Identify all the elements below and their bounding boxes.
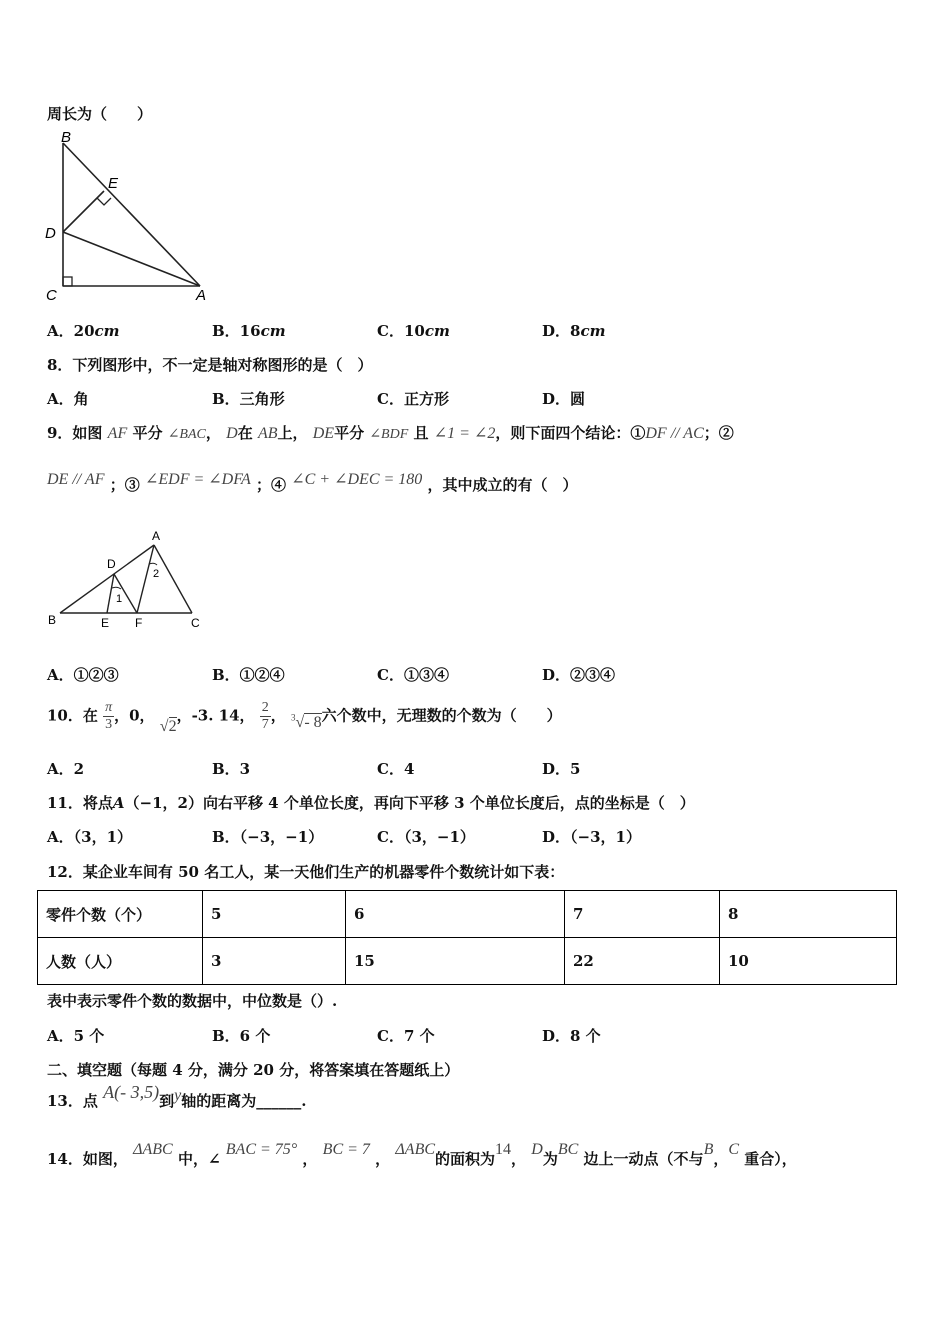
q12-table bbox=[37, 890, 897, 985]
q10-sqrt2: √2 bbox=[159, 717, 177, 735]
q7-line-de bbox=[63, 191, 104, 232]
q7-label-c: C bbox=[46, 287, 57, 304]
q12-stem: 12．某企业车间有 50 名工人，某一天他们生产的机器零件个数统计如下表： bbox=[47, 863, 565, 881]
q7-label-a: A bbox=[196, 287, 207, 304]
q7-label-e: E bbox=[108, 175, 119, 192]
table-cell: 零件个数（个） bbox=[38, 891, 203, 938]
q7-line-da bbox=[63, 232, 200, 286]
table-cell: 6 bbox=[346, 891, 565, 938]
table-cell: 15 bbox=[346, 938, 565, 985]
q11-option-a: A．（3，1） bbox=[47, 828, 133, 846]
table-cell: 人数（人） bbox=[38, 938, 203, 985]
q7-label-b: B bbox=[61, 129, 72, 146]
q9-line-de bbox=[107, 574, 114, 613]
q9-arc-1 bbox=[112, 587, 121, 589]
q12-option-d: D．8 个 bbox=[542, 1027, 601, 1045]
q12-after: 表中表示零件个数的数据中，中位数是（）. bbox=[47, 992, 338, 1010]
q9-option-b: B．①②④ bbox=[212, 666, 285, 684]
table-cell: 8 bbox=[720, 891, 897, 938]
table-cell: 5 bbox=[203, 891, 346, 938]
q12-option-b: B．6 个 bbox=[212, 1027, 271, 1045]
q10-cbrt: $^3$√- 8 bbox=[291, 712, 322, 731]
q11-option-c: C．（3，−1） bbox=[377, 828, 475, 846]
q7-line-ba bbox=[63, 143, 200, 286]
q8-option-c: C．正方形 bbox=[377, 390, 449, 408]
q9-line-ac bbox=[154, 545, 192, 613]
q9-stem-line2: DE // AF ；③ ∠EDF = ∠DFA ；④ ∠C + ∠DEC = 180 ，其中成立的有（ ） bbox=[47, 471, 578, 494]
q10-option-c: C．4 bbox=[377, 760, 415, 778]
q7-right-angle-c bbox=[63, 277, 72, 286]
q9-option-c: C．①③④ bbox=[377, 666, 449, 684]
q9-label-2: 2 bbox=[153, 568, 160, 580]
q9-stem-line1: 9．如图 AF 平分 ∠BAC， D在 AB上， DE平分 ∠BDF 且 ∠1 = ∠2，则下面四个结论：①DF // AC；② bbox=[47, 424, 734, 442]
q8-stem: 8．下列图形中，不一定是轴对称图形的是（ ） bbox=[47, 356, 373, 374]
table-cell: 22 bbox=[565, 938, 720, 985]
q12-option-c: C．7 个 bbox=[377, 1027, 435, 1045]
q9-label-e: E bbox=[101, 616, 110, 630]
table-cell: 3 bbox=[203, 938, 346, 985]
q9-label-b: B bbox=[48, 613, 57, 627]
q9-option-a: A．①②③ bbox=[47, 666, 119, 684]
q10-frac-2-7: $\frac{2}{7}$ bbox=[261, 700, 269, 732]
table-cell: 7 bbox=[565, 891, 720, 938]
table-row bbox=[38, 891, 897, 938]
q7-option-a: A．20cm bbox=[47, 322, 120, 340]
q11-stem: 11．将点A（−1，2）向右平移 4 个单位长度，再向下平移 3 个单位长度后，点的坐标是（ ） bbox=[47, 794, 695, 812]
q9-label-a: A bbox=[152, 529, 161, 543]
q7-option-d: D．8cm bbox=[542, 322, 606, 340]
q9-label-f: F bbox=[135, 616, 143, 630]
q9-label-c: C bbox=[191, 616, 200, 630]
q14-stem: 14．如图， ΔABC 中，∠ BAC = 75° ， BC = 7 ， ΔABC的面积为14， D为BC 边上一动点（不与B，C 重合）， bbox=[47, 1141, 797, 1168]
q9-figure bbox=[44, 528, 219, 633]
q10-stem: 10．在 $\frac{\pi}{3}$ ，0， √2，-3. 14， $\frac{2}{7}$ ， $^3$√- 8六个数中，无理数的个数为（ ） bbox=[47, 700, 562, 735]
q10-option-d: D．5 bbox=[542, 760, 581, 778]
q9-label-1: 1 bbox=[116, 593, 123, 605]
q7-figure bbox=[40, 128, 220, 308]
q12-option-a: A．5 个 bbox=[47, 1027, 105, 1045]
q9-label-d: D bbox=[107, 557, 116, 571]
q8-option-b: B．三角形 bbox=[212, 390, 285, 408]
q11-option-d: D．（−3，1） bbox=[542, 828, 641, 846]
q10-option-b: B．3 bbox=[212, 760, 251, 778]
q7-stem-tail: 周长为（ ） bbox=[47, 105, 153, 123]
q8-option-a: A．角 bbox=[47, 390, 89, 408]
q8-option-d: D．圆 bbox=[542, 390, 586, 408]
table-cell: 10 bbox=[720, 938, 897, 985]
q7-label-d: D bbox=[45, 225, 56, 242]
q10-option-a: A．2 bbox=[47, 760, 85, 778]
q7-option-b: B．16cm bbox=[212, 322, 286, 340]
section-heading: 二、填空题（每题 4 分，满分 20 分，将答案填在答题纸上） bbox=[47, 1061, 460, 1079]
q7-option-c: C．10cm bbox=[377, 322, 450, 340]
q10-frac-pi-3: $\frac{\pi}{3}$ bbox=[105, 700, 113, 732]
q7-right-angle-e bbox=[97, 198, 111, 205]
q11-option-b: B．（−3，−1） bbox=[212, 828, 324, 846]
q9-arc-2 bbox=[149, 563, 157, 565]
q9-option-d: D．②③④ bbox=[542, 666, 616, 684]
q13-stem: 13．点 A(- 3,5)到y轴的距离为______. bbox=[47, 1082, 307, 1110]
table-row bbox=[38, 938, 897, 985]
